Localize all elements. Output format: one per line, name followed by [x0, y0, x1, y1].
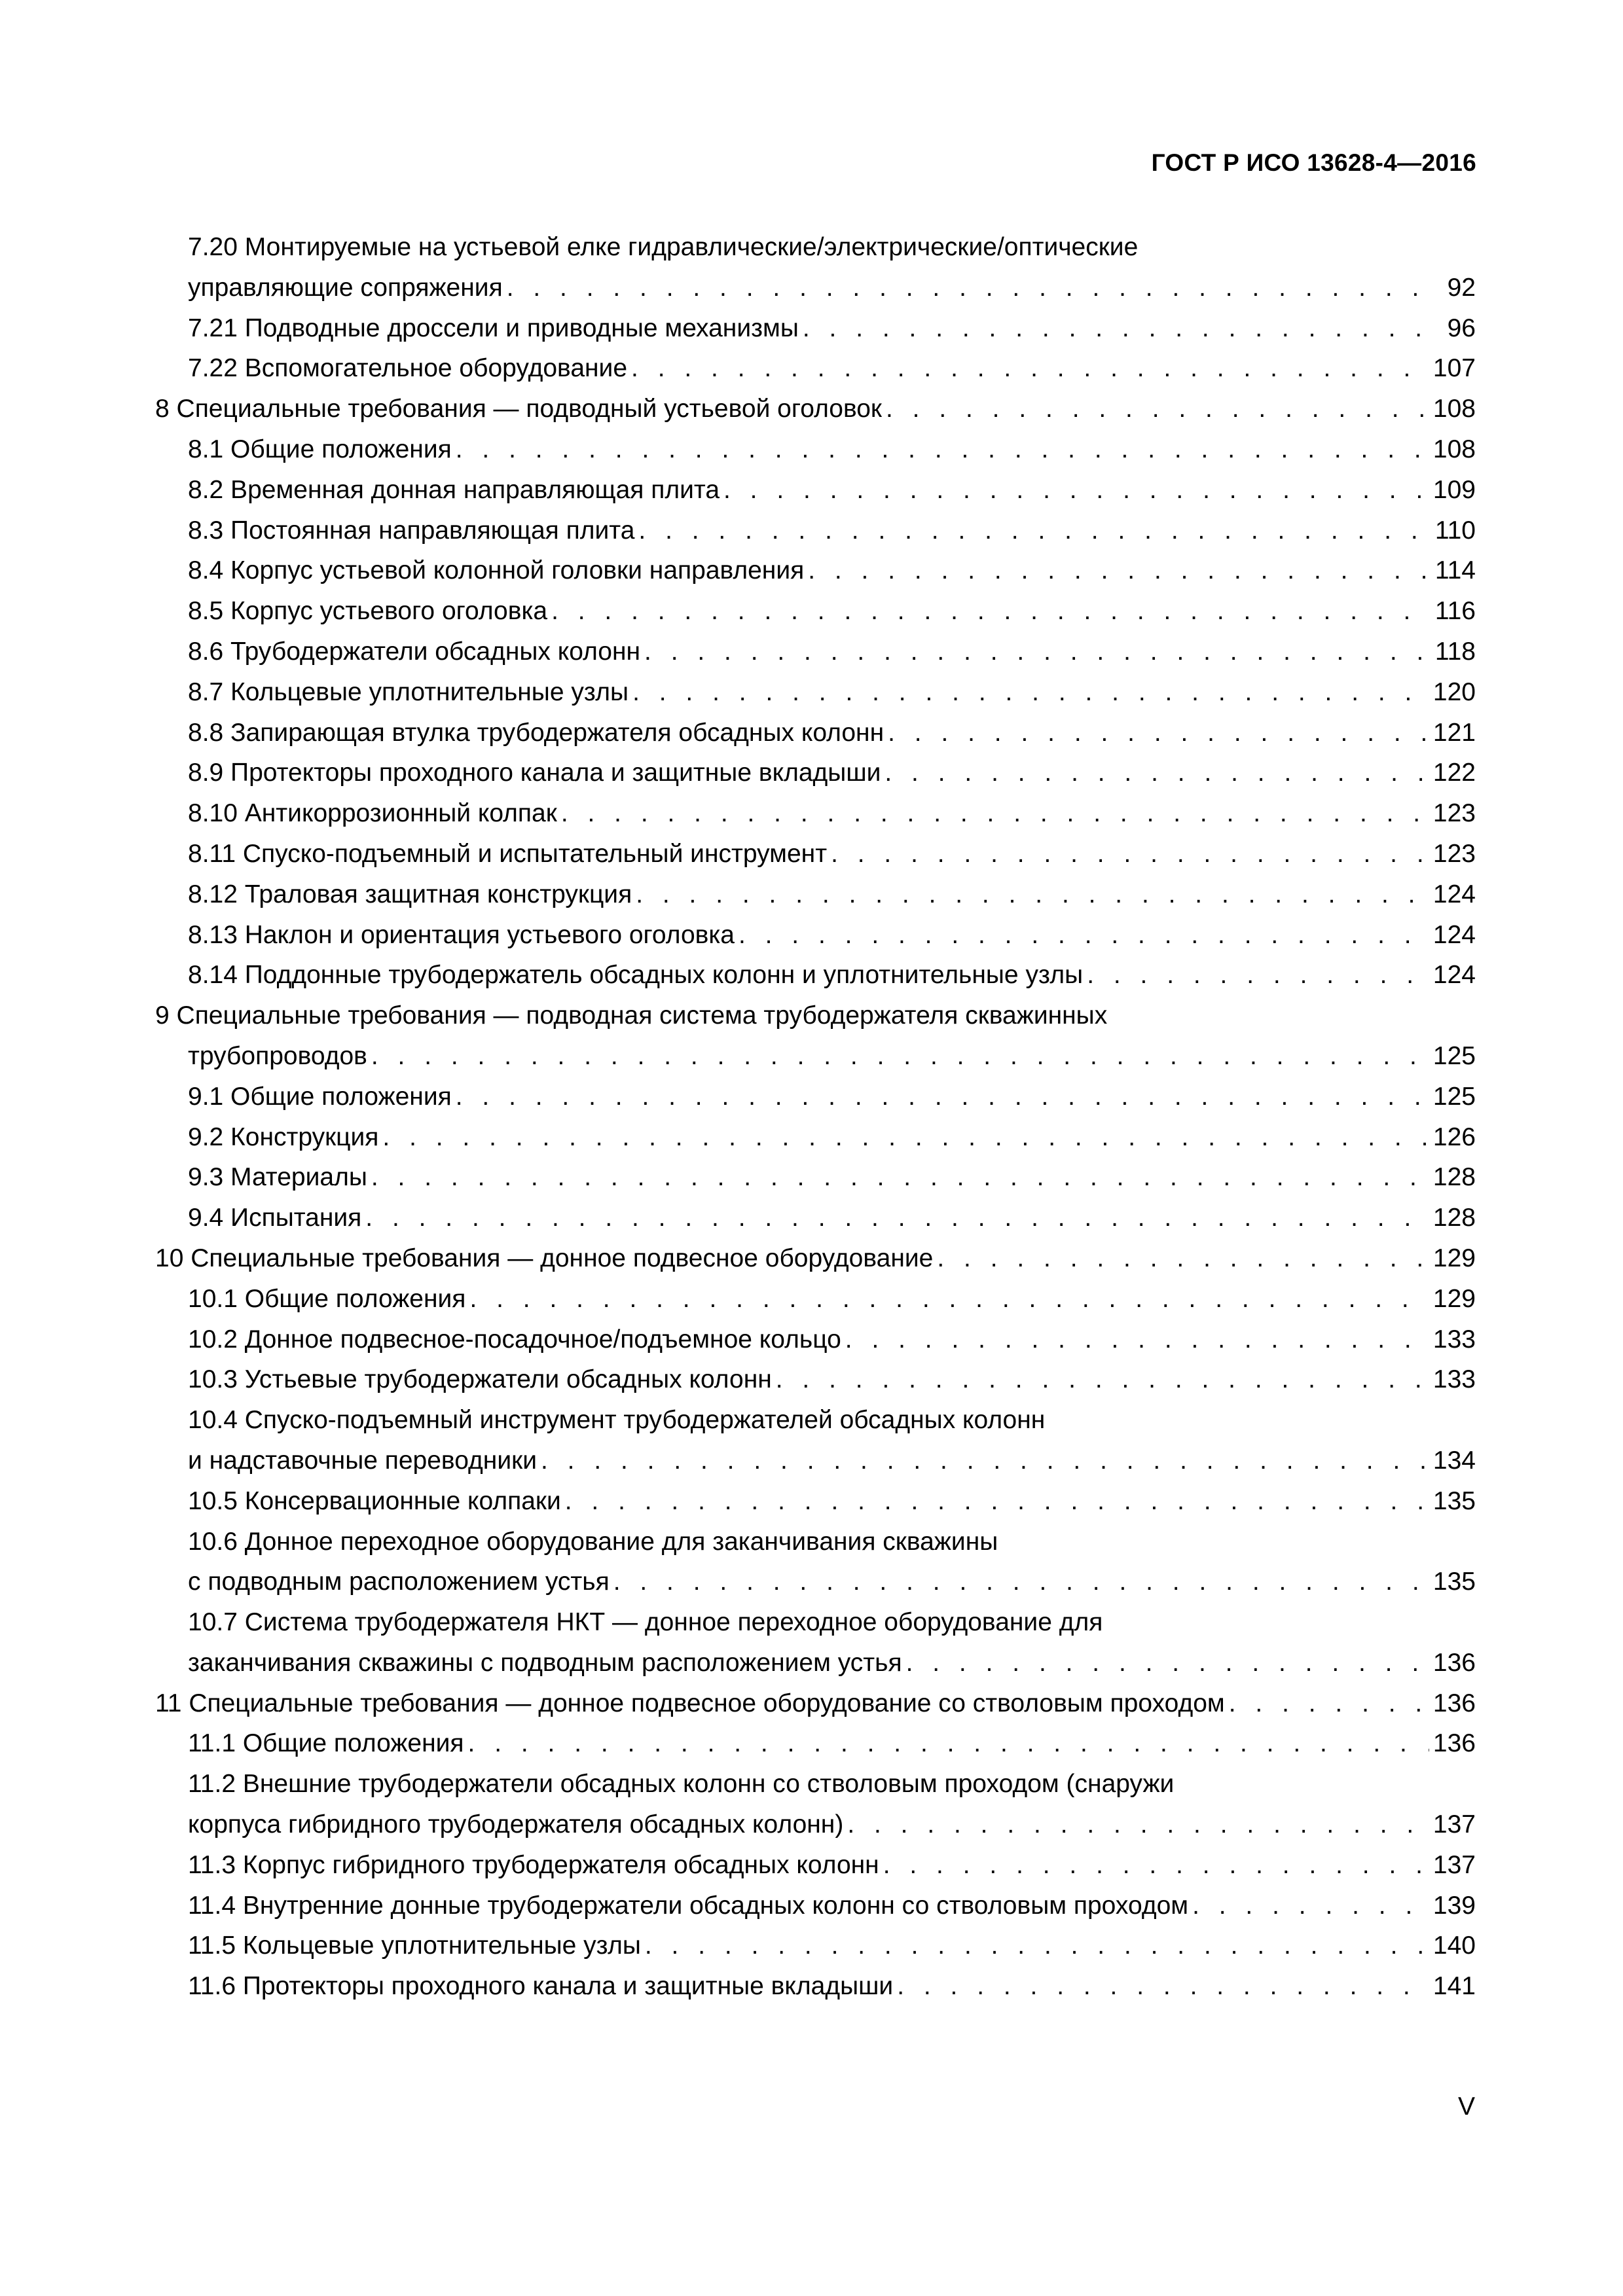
toc-entry: [155, 1643, 1476, 1683]
toc-page-number: 137: [1432, 1810, 1476, 1839]
toc-entry: [155, 1562, 1476, 1602]
toc-entry-title: 8.10 Антикоррозионный колпак: [188, 799, 557, 828]
toc-page-number: 107: [1432, 354, 1476, 383]
toc-entry: [155, 1522, 1476, 1562]
toc-page-number: 133: [1432, 1325, 1476, 1354]
toc-entry-title: 8.3 Постоянная направляющая плита: [188, 516, 635, 545]
toc-page-number: 121: [1432, 718, 1476, 747]
toc-entry: [155, 915, 1476, 956]
toc-entry-title: 10.6 Донное переходное оборудование для заканчивания скважины: [188, 1527, 998, 1556]
toc-page-number: 124: [1432, 880, 1476, 908]
toc-leader-dots: [382, 1117, 1429, 1158]
toc-page-number: 137: [1432, 1850, 1476, 1879]
toc-leader-dots: [1087, 955, 1429, 996]
toc-page-number: 126: [1432, 1122, 1476, 1151]
toc-page-number: 122: [1432, 759, 1476, 787]
toc-page-number: 129: [1432, 1244, 1476, 1272]
toc-leader-dots: [561, 793, 1429, 834]
toc-page-number: 125: [1432, 1041, 1476, 1070]
toc-leader-dots: [883, 1845, 1429, 1886]
toc-entry: [155, 713, 1476, 753]
toc-entry: [155, 227, 1476, 268]
toc-page-number: 120: [1432, 677, 1476, 706]
toc-leader-dots: [638, 511, 1431, 551]
toc-leader-dots: [808, 550, 1431, 591]
toc-page-number: 136: [1432, 1689, 1476, 1717]
toc-leader-dots: [1229, 1683, 1429, 1724]
toc-leader-dots: [551, 591, 1431, 632]
toc-entry-title: 8 Специальные требования — подводный устьевой оголовок: [155, 395, 882, 423]
table-of-contents: [155, 227, 1476, 2007]
toc-leader-dots: [632, 672, 1429, 713]
toc-page-number: 128: [1432, 1163, 1476, 1192]
toc-entry-title: 8.8 Запирающая втулка трубодержателя обсадных колонн: [188, 718, 884, 747]
toc-entry: [155, 1441, 1476, 1481]
toc-entry: [155, 793, 1476, 834]
toc-entry-title: 8.7 Кольцевые уплотнительные узлы: [188, 677, 629, 706]
toc-leader-dots: [1192, 1886, 1429, 1926]
toc-leader-dots: [507, 268, 1431, 308]
toc-entry: [155, 632, 1476, 672]
toc-page-number: 124: [1432, 920, 1476, 949]
toc-entry-title: 11.4 Внутренние донные трубодержатели обсадных колонн со стволовым проходом: [188, 1891, 1189, 1920]
toc-entry-title: 10.2 Донное подвесное-посадочное/подъемное кольцо: [188, 1325, 841, 1354]
toc-entry-title: 10 Специальные требования — донное подвесное оборудование: [155, 1244, 934, 1272]
toc-page-number: 96: [1447, 314, 1476, 342]
toc-entry: [155, 1723, 1476, 1764]
toc-entry-title: 9.2 Конструкция: [188, 1122, 379, 1151]
toc-entry: [155, 1077, 1476, 1117]
toc-entry: [155, 874, 1476, 915]
toc-leader-dots: [371, 1036, 1429, 1077]
toc-entry-title: 8.9 Протекторы проходного канала и защитные вкладыши: [188, 759, 881, 787]
toc-leader-dots: [469, 1279, 1429, 1319]
toc-leader-dots: [897, 1966, 1429, 2007]
toc-entry-title: с подводным расположением устья: [188, 1568, 610, 1596]
toc-entry-title: 11 Специальные требования — донное подвесное оборудование со стволовым проходом: [155, 1689, 1225, 1717]
toc-entry: [155, 308, 1476, 349]
toc-entry-title: 8.6 Трубодержатели обсадных колонн: [188, 637, 641, 666]
toc-entry: [155, 1238, 1476, 1279]
toc-leader-dots: [631, 348, 1429, 389]
page-number: V: [1457, 2092, 1475, 2121]
toc-page-number: 108: [1432, 395, 1476, 423]
toc-entry: [155, 834, 1476, 874]
toc-entry: [155, 1157, 1476, 1198]
toc-page-number: 118: [1434, 637, 1476, 666]
toc-entry: [155, 1966, 1476, 2007]
toc-page-number: 109: [1432, 475, 1476, 504]
toc-entry-title: 11.3 Корпус гибридного трубодержателя обсадных колонн: [188, 1850, 879, 1879]
toc-leader-dots: [739, 915, 1429, 956]
toc-entry-title: 8.2 Временная донная направляющая плита: [188, 475, 720, 504]
toc-entry-title: 8.12 Траловая защитная конструкция: [188, 880, 632, 908]
toc-page-number: 136: [1432, 1648, 1476, 1677]
toc-entry: [155, 1036, 1476, 1077]
toc-entry-title: 7.21 Подводные дроссели и приводные механизмы: [188, 314, 799, 342]
toc-page-number: 135: [1432, 1568, 1476, 1596]
toc-entry-title: и надставочные переводники: [188, 1446, 537, 1475]
toc-leader-dots: [845, 1319, 1429, 1360]
toc-entry-title: 8.5 Корпус устьевого оголовка: [188, 597, 548, 626]
toc-entry: [155, 1279, 1476, 1319]
toc-entry-title: 11.6 Протекторы проходного канала и защитные вкладыши: [188, 1972, 894, 2001]
toc-leader-dots: [723, 470, 1429, 511]
toc-page-number: 92: [1447, 273, 1476, 302]
toc-leader-dots: [365, 1198, 1429, 1238]
toc-page-number: 116: [1434, 597, 1476, 626]
toc-entry-title: 9.1 Общие положения: [188, 1082, 452, 1111]
toc-entry: [155, 1319, 1476, 1360]
toc-page-number: 139: [1432, 1891, 1476, 1920]
toc-entry: [155, 753, 1476, 793]
toc-entry: [155, 348, 1476, 389]
toc-entry-title: 10.4 Спуско-подъемный инструмент трубодержателей обсадных колонн: [188, 1406, 1046, 1435]
toc-entry: [155, 1845, 1476, 1886]
toc-entry-title: 7.22 Вспомогательное оборудование: [188, 354, 628, 383]
toc-entry-title: 11.5 Кольцевые уплотнительные узлы: [188, 1931, 641, 1960]
toc-entry-title: 9.4 Испытания: [188, 1204, 362, 1232]
toc-leader-dots: [636, 874, 1429, 915]
toc-entry: [155, 1481, 1476, 1522]
toc-entry-title: управляющие сопряжения: [188, 273, 503, 302]
toc-entry-title: 11.2 Внешние трубодержатели обсадных колонн со стволовым проходом (снаружи: [188, 1770, 1175, 1799]
toc-entry: [155, 470, 1476, 511]
toc-entry: [155, 955, 1476, 996]
toc-entry: [155, 996, 1476, 1036]
toc-entry-title: 8.14 Поддонные трубодержатель обсадных колонн и уплотнительные узлы: [188, 961, 1084, 990]
toc-entry-title: 10.7 Система трубодержателя НКТ — донное переходное оборудование для: [188, 1608, 1103, 1637]
toc-entry-title: трубопроводов: [188, 1041, 367, 1070]
toc-leader-dots: [613, 1562, 1429, 1602]
toc-leader-dots: [456, 1077, 1429, 1117]
toc-page-number: 141: [1432, 1972, 1476, 2001]
toc-entry: [155, 591, 1476, 632]
toc-page-number: 135: [1432, 1486, 1476, 1515]
toc-page-number: 108: [1432, 435, 1476, 463]
toc-leader-dots: [565, 1481, 1429, 1522]
toc-leader-dots: [886, 389, 1429, 429]
toc-entry: [155, 1117, 1476, 1158]
toc-page-number: 140: [1432, 1931, 1476, 1960]
toc-entry-title: 10.1 Общие положения: [188, 1284, 466, 1313]
toc-entry-title: 8.1 Общие положения: [188, 435, 452, 463]
toc-entry-title: заканчивания скважины с подводным расположением устья: [188, 1648, 902, 1677]
toc-leader-dots: [847, 1804, 1429, 1845]
toc-leader-dots: [371, 1157, 1429, 1198]
toc-leader-dots: [645, 1926, 1429, 1966]
toc-page-number: 123: [1432, 839, 1476, 868]
toc-entry: [155, 1400, 1476, 1441]
toc-leader-dots: [884, 753, 1429, 793]
toc-entry: [155, 1926, 1476, 1966]
toc-page-number: 133: [1432, 1365, 1476, 1394]
toc-leader-dots: [468, 1723, 1429, 1764]
toc-entry: [155, 389, 1476, 429]
toc-entry: [155, 268, 1476, 308]
toc-page-number: 124: [1432, 961, 1476, 990]
toc-page-number: 136: [1432, 1729, 1476, 1758]
toc-entry: [155, 1683, 1476, 1724]
toc-page-number: 125: [1432, 1082, 1476, 1111]
toc-entry: [155, 1804, 1476, 1845]
toc-leader-dots: [803, 308, 1431, 349]
toc-page-number: 128: [1432, 1204, 1476, 1232]
toc-entry: [155, 511, 1476, 551]
toc-page-number: 110: [1434, 516, 1476, 545]
toc-leader-dots: [644, 632, 1431, 672]
toc-entry: [155, 1198, 1476, 1238]
toc-leader-dots: [456, 429, 1429, 470]
toc-entry-title: 8.13 Наклон и ориентация устьевого оголовка: [188, 920, 735, 949]
toc-entry: [155, 1886, 1476, 1926]
toc-entry: [155, 1359, 1476, 1400]
toc-entry-title: 10.3 Устьевые трубодержатели обсадных колонн: [188, 1365, 772, 1394]
toc-leader-dots: [906, 1643, 1429, 1683]
toc-page-number: 129: [1432, 1284, 1476, 1313]
toc-leader-dots: [776, 1359, 1429, 1400]
toc-leader-dots: [937, 1238, 1429, 1279]
toc-entry: [155, 1602, 1476, 1643]
toc-entry-title: 8.4 Корпус устьевой колонной головки направления: [188, 556, 805, 585]
toc-entry: [155, 550, 1476, 591]
toc-leader-dots: [831, 834, 1429, 874]
toc-entry-title: корпуса гибридного трубодержателя обсадных колонн): [188, 1810, 844, 1839]
toc-page-number: 114: [1434, 556, 1476, 585]
toc-page-number: 123: [1432, 799, 1476, 828]
document-header: ГОСТ Р ИСО 13628-4—2016: [1151, 149, 1476, 176]
toc-page-number: 134: [1432, 1446, 1476, 1475]
toc-leader-dots: [888, 713, 1429, 753]
toc-entry-title: 7.20 Монтируемые на устьевой елке гидравлические/электрические/оптические: [188, 233, 1139, 261]
toc-entry-title: 9.3 Материалы: [188, 1163, 367, 1192]
toc-entry-title: 11.1 Общие положения: [188, 1729, 464, 1758]
toc-entry-title: 8.11 Спуско-подъемный и испытательный инструмент: [188, 839, 828, 868]
toc-entry: [155, 672, 1476, 713]
toc-entry: [155, 1764, 1476, 1804]
toc-entry-title: 10.5 Консервационные колпаки: [188, 1486, 561, 1515]
toc-leader-dots: [541, 1441, 1429, 1481]
toc-entry-title: 9 Специальные требования — подводная система трубодержателя скважинных: [155, 1001, 1108, 1030]
toc-entry: [155, 429, 1476, 470]
